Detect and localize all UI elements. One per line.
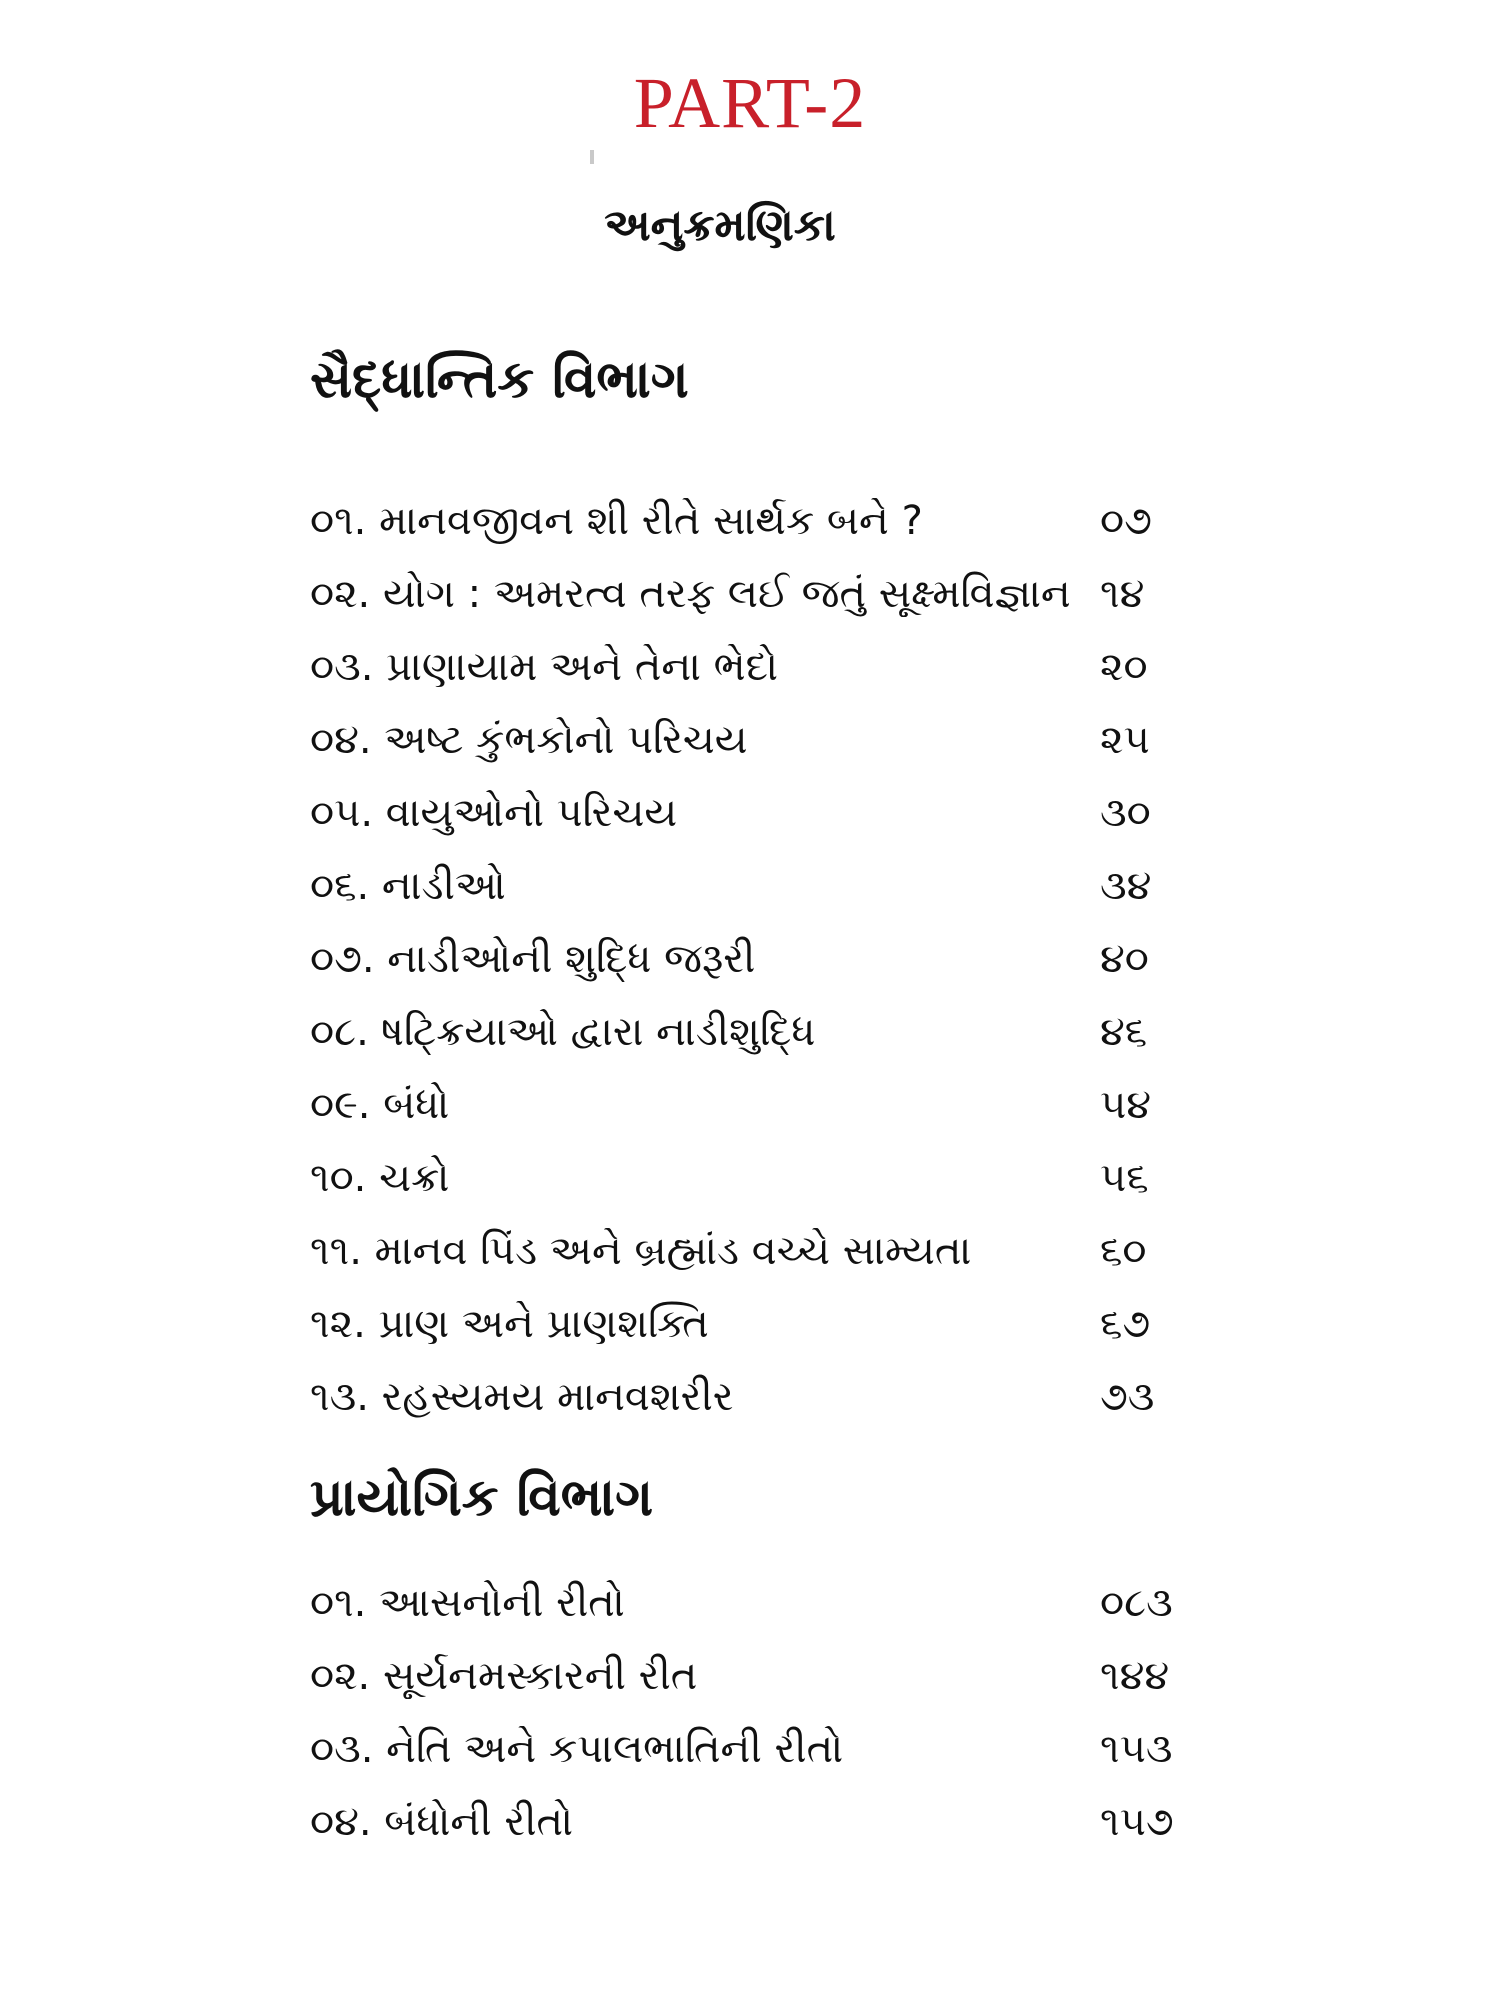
- toc-item-page: ૫૬: [1100, 1155, 1149, 1201]
- toc-item-page: ૫૪: [1100, 1082, 1152, 1128]
- toc-row[interactable]: [310, 1572, 1240, 1634]
- toc-item-page: ૧૫૩: [1100, 1726, 1173, 1772]
- toc-row[interactable]: [310, 709, 1240, 771]
- toc-item-page: ૦૮૩: [1100, 1580, 1173, 1626]
- toc-item-label: ૧૩. રહસ્યમય માનવશરીર: [310, 1374, 734, 1420]
- toc-row[interactable]: [310, 1147, 1240, 1209]
- toc-item-label: ૦૧. આસનોની રીતો: [310, 1580, 625, 1626]
- toc-item-label: ૦૪. અષ્ટ કુંભકોનો પરિચય: [310, 717, 748, 763]
- toc-row[interactable]: [310, 1074, 1240, 1136]
- toc-row[interactable]: [310, 636, 1240, 698]
- toc-row[interactable]: [310, 1366, 1240, 1428]
- toc-item-page: ૨૦: [1100, 644, 1148, 690]
- toc-item-label: ૦૩. નેતિ અને કપાલભાતિની રીતો: [310, 1726, 844, 1772]
- toc-item-label: ૦૨. યોગ : અમરત્વ તરફ લઈ જતું સૂક્ષ્મવિજ્ઞાન: [310, 571, 1071, 617]
- toc-item-page: ૧૪: [1100, 571, 1145, 617]
- toc-row[interactable]: [310, 490, 1240, 552]
- toc-row[interactable]: [310, 563, 1240, 625]
- toc-item-label: ૦૪. બંધોની રીતો: [310, 1799, 574, 1845]
- toc-item-label: ૧૦. ચક્રો: [310, 1155, 450, 1201]
- toc-row[interactable]: [310, 1718, 1240, 1780]
- toc-item-page: ૬૦: [1100, 1228, 1147, 1274]
- toc-row[interactable]: [310, 1645, 1240, 1707]
- toc-item-label: ૧૨. પ્રાણ અને પ્રાણશક્તિ: [310, 1301, 709, 1347]
- toc-item-label: ૦૩. પ્રાણાયામ અને તેના ભેદો: [310, 644, 779, 690]
- toc-row[interactable]: [310, 1791, 1240, 1853]
- toc-item-page: ૧૪૪: [1100, 1653, 1170, 1699]
- toc-item-label: ૦૫. વાયુઓનો પરિચય: [310, 790, 678, 836]
- toc-item-page: ૨૫: [1100, 717, 1150, 763]
- toc-item-label: ૦૨. સૂર્યનમસ્કારની રીત: [310, 1653, 698, 1699]
- toc-row[interactable]: [310, 1220, 1240, 1282]
- toc-item-page: ૩૪: [1100, 863, 1152, 909]
- toc-item-page: ૩૦: [1100, 790, 1151, 836]
- part-title: PART-2: [633, 63, 867, 143]
- toc-item-label: ૧૧. માનવ પિંડ અને બ્રહ્માંડ વચ્ચે સામ્યતા: [310, 1228, 972, 1274]
- toc-item-label: ૦૯. બંધો: [310, 1082, 450, 1128]
- toc-row[interactable]: [310, 928, 1240, 990]
- toc-item-page: ૪૬: [1100, 1009, 1148, 1055]
- section-heading-theory: સૈદ્ધાન્તિક વિભાગ: [310, 350, 689, 410]
- toc-row[interactable]: [310, 1001, 1240, 1063]
- toc-item-page: ૧૫૭: [1100, 1799, 1174, 1845]
- toc-item-page: ૦૭: [1100, 498, 1152, 544]
- toc-item-page: ૬૭: [1100, 1301, 1151, 1347]
- toc-item-label: ૦૧. માનવજીવન શી રીતે સાર્થક બને ?: [310, 498, 923, 544]
- section-heading-practical: પ્રાયોગિક વિભાગ: [310, 1468, 654, 1528]
- toc-item-label: ૦૮. ષટ્ક્રિયાઓ દ્વારા નાડીશુદ્ધિ: [310, 1009, 816, 1055]
- toc-item-label: ૦૬. નાડીઓ: [310, 863, 506, 909]
- toc-item-label: ૦૭. નાડીઓની શુદ્ધિ જરૂરી: [310, 936, 756, 982]
- toc-row[interactable]: [310, 1293, 1240, 1355]
- page-heading: અનુક્રમણિકા: [604, 200, 836, 251]
- toc-item-page: ૭૩: [1100, 1374, 1155, 1420]
- toc-item-page: ૪૦: [1100, 936, 1149, 982]
- toc-row[interactable]: [310, 782, 1240, 844]
- toc-row[interactable]: [310, 855, 1240, 917]
- print-speck: [590, 150, 594, 164]
